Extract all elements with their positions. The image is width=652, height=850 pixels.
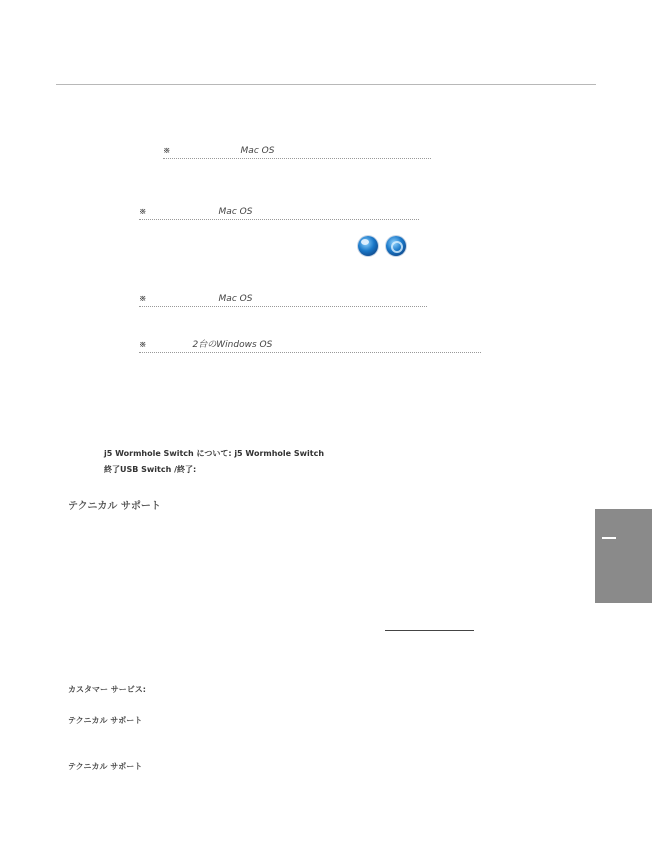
note-4: ※ 2台のWindows OS xyxy=(139,340,481,353)
tech-support-label-2: テクニカル サポート xyxy=(68,762,143,771)
app-icon xyxy=(358,236,378,256)
quit-line: 終了USB Switch /終了: xyxy=(104,465,197,474)
app-icon xyxy=(386,236,406,256)
note-3: ※ Mac OS xyxy=(139,294,427,307)
page-tab xyxy=(595,509,652,603)
link-underline[interactable] xyxy=(385,630,474,631)
note-2: ※ Mac OS xyxy=(139,207,419,220)
header-rule xyxy=(56,84,596,85)
page-tab-mark xyxy=(602,537,616,539)
about-line: j5 Wormhole Switch について: j5 Wormhole Switch xyxy=(104,449,325,458)
note-1: ※ Mac OS xyxy=(163,146,431,159)
section-heading: テクニカル サポート xyxy=(68,501,161,512)
tech-support-label-1: テクニカル サポート xyxy=(68,716,143,725)
customer-service-label: カスタマー サービス: xyxy=(68,685,146,694)
